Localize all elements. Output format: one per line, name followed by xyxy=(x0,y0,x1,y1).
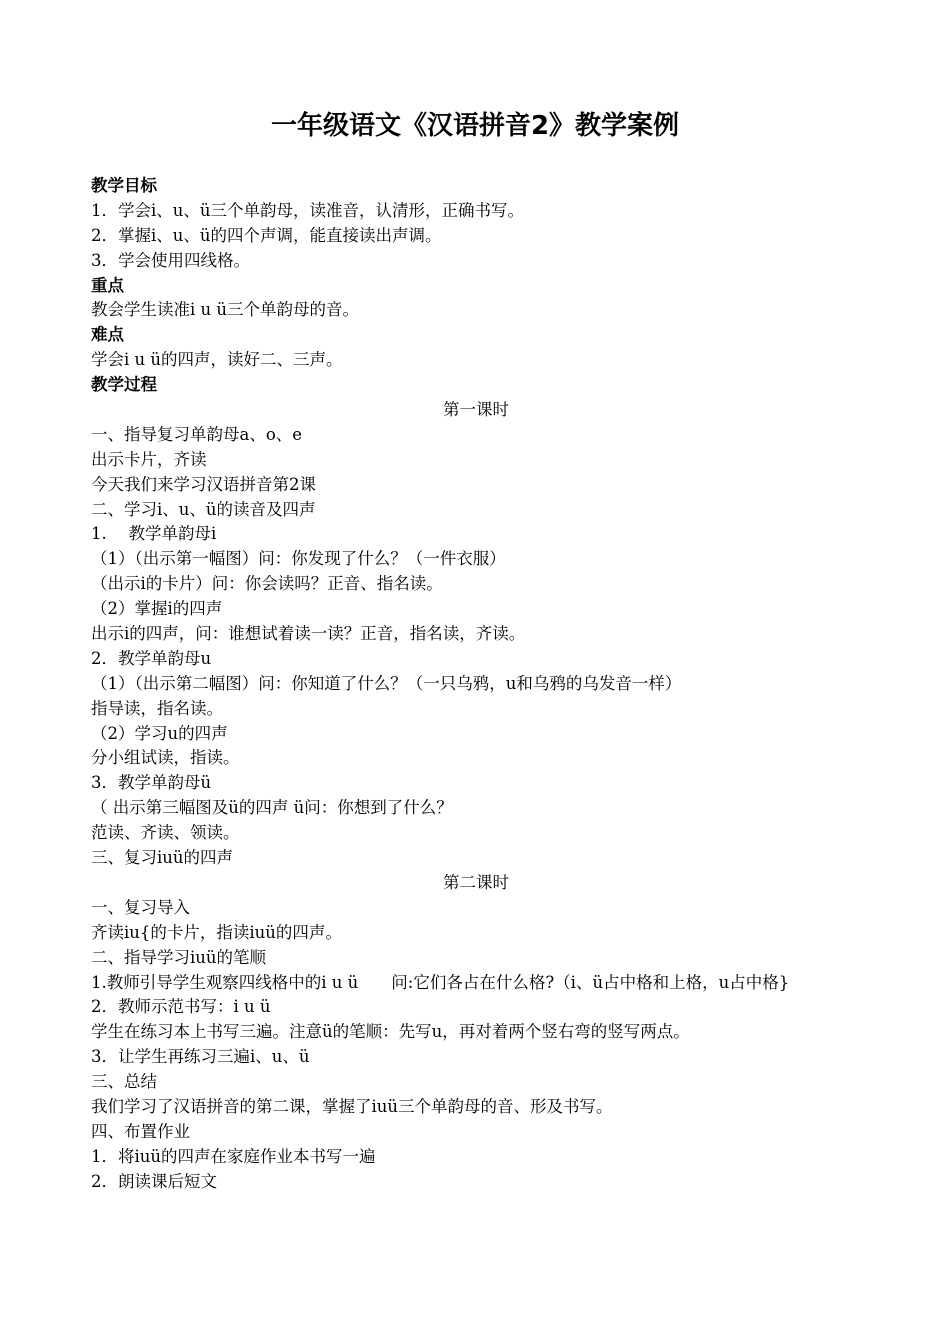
text-line: 2．掌握i、u、ü的四个声调，能直接读出声调。 xyxy=(91,225,442,245)
text-line: 今天我们来学习汉语拼音第2课 xyxy=(91,474,316,494)
text-line: 分小组试读，指读。 xyxy=(91,748,240,768)
text-line: 3．让学生再练习三遍i、u、ü xyxy=(91,1047,310,1067)
text-line: 指导读，指名读。 xyxy=(91,698,223,718)
text-line: 范读、齐读、领读。 xyxy=(91,823,240,843)
text-line: 3．学会使用四线格。 xyxy=(91,250,250,270)
text-line: 1．学会i、u、ü三个单韵母，读准音，认清形，正确书写。 xyxy=(91,200,525,220)
text-line: 二、指导学习iuü的笔顺 xyxy=(91,947,267,967)
text-line: 齐读iu{的卡片，指读iuü的四声。 xyxy=(91,922,342,942)
text-line: （ 出示第三幅图及ü的四声 ü问：你想到了什么？ xyxy=(91,798,453,818)
text-line: 学生在练习本上书写三遍。注意ü的笔顺：先写u，再对着两个竖右弯的竖写两点。 xyxy=(91,1022,690,1042)
text-line: 四、布置作业 xyxy=(91,1121,190,1141)
text-line: 2．教学单韵母u xyxy=(91,648,212,668)
text-line: （1）（出示第二幅图）问：你知道了什么？（一只乌鸦，u和乌鸦的乌发音一样） xyxy=(91,673,682,693)
document-body xyxy=(91,174,861,1195)
section-heading: 教学目标 xyxy=(91,176,157,195)
text-line: 1．将iuü的四声在家庭作业本书写一遍 xyxy=(91,1146,376,1166)
text-line: 2．教师示范书写：i u ü xyxy=(91,997,271,1017)
text-line: 3．教学单韵母ü xyxy=(91,773,212,793)
lesson-period-heading: 第一课时 xyxy=(443,400,509,420)
text-line: 教会学生读准i u ü三个单韵母的音。 xyxy=(91,300,360,320)
section-heading: 教学过程 xyxy=(91,375,157,395)
section-heading: 难点 xyxy=(91,325,124,345)
text-line: 我们学习了汉语拼音的第二课，掌握了iuü三个单韵母的音、形及书写。 xyxy=(91,1096,613,1116)
text-line: 出示卡片，齐读 xyxy=(91,449,207,469)
text-line: 1.教师引导学生观察四线格中的i u ü 问:它们各占在什么格?（i、ü占中格和上格，u占中格} xyxy=(91,972,790,992)
section-heading: 重点 xyxy=(91,275,124,295)
text-line: 一、复习导入 xyxy=(91,897,190,917)
text-line: （2）掌握i的四声 xyxy=(91,599,223,619)
document-title: 一年级语文《汉语拼音2》教学案例 xyxy=(270,111,680,141)
text-line: （2）学习u的四声 xyxy=(91,723,228,743)
text-line: 出示i的四声，问：谁想试着读一读？正音，指名读，齐读。 xyxy=(91,624,526,644)
text-line: （出示i的卡片）问：你会读吗？正音、指名读。 xyxy=(91,574,443,594)
lesson-period-heading: 第二课时 xyxy=(443,872,509,892)
text-line: 三、总结 xyxy=(91,1072,157,1092)
text-line: 二、学习i、u、ü的读音及四声 xyxy=(91,499,316,519)
text-line: 1. 教学单韵母i xyxy=(91,524,217,544)
text-line: （1）（出示第一幅图）问：你发现了什么？（一件衣服） xyxy=(91,549,506,569)
text-line: 一、指导复习单韵母a、o、e xyxy=(91,424,303,444)
text-line: 2．朗读课后短文 xyxy=(91,1171,217,1191)
text-line: 学会i u ü的四声，读好二、三声。 xyxy=(91,350,343,370)
text-line: 三、复习iuü的四声 xyxy=(91,848,234,868)
